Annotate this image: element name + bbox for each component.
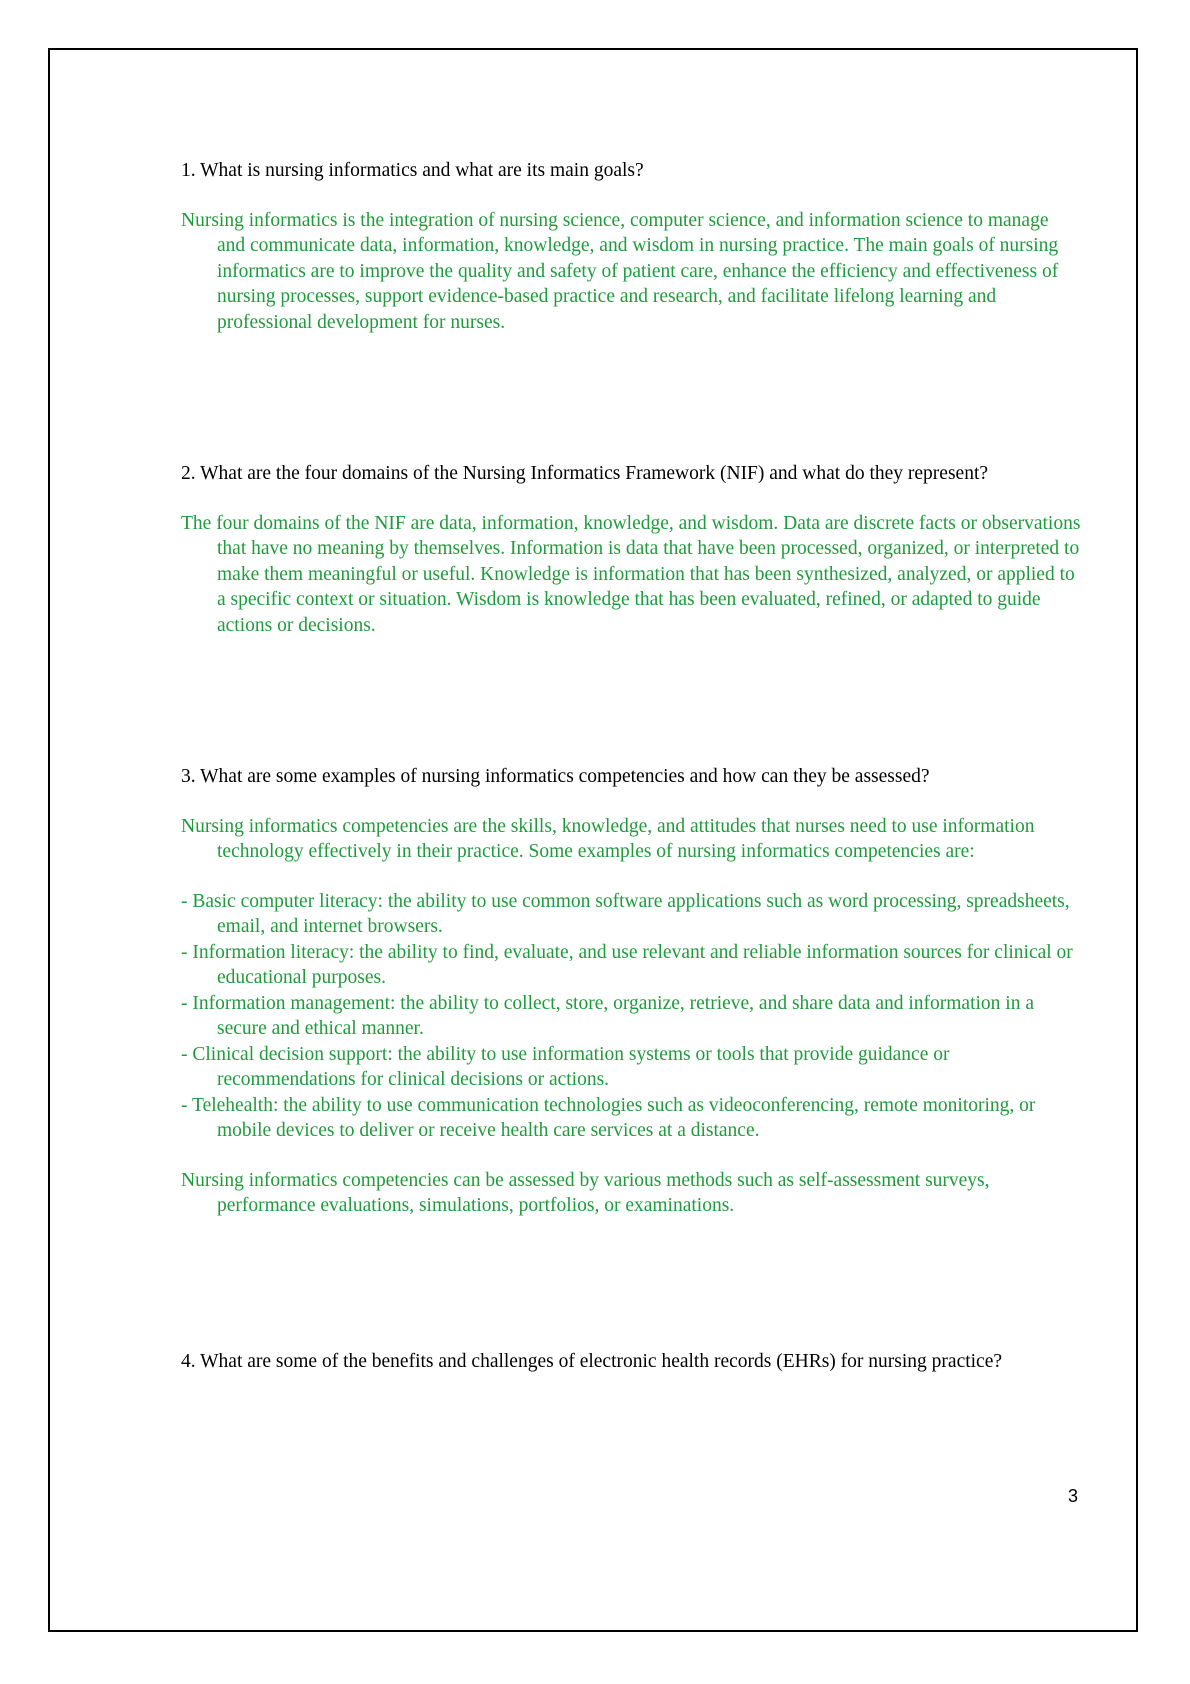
list-item: - Telehealth: the ability to use communication technologies such as videoconferencing, remote monitoring, or mobile devices to deliver or receive health care services at a distance. [181,1094,1036,1141]
section-4 [181,1349,1081,1375]
page-number: 3 [1068,1486,1079,1506]
list-item: - Basic computer literacy: the ability to use common software applications such as word processing, spreadsheets, email, and internet browsers. [181,890,1070,937]
list-item: - Information literacy: the ability to find, evaluate, and use relevant and reliable information sources for clinical or educational purposes. [181,941,1073,988]
answer-1: Nursing informatics is the integration of nursing science, computer science, and information science to manage and communicate data, information, knowledge, and wisdom in nursing practice. The main goals of nursing informatics are to improve the quality and safety of patient care, enhance the efficiency and effectiveness of nursing processes, support evidence-based practice and research, and facilitate lifelong learning and professional development for nurses. [181,209,1059,333]
list-item: - Clinical decision support: the ability to use information systems or tools that provide guidance or recommendations for clinical decisions or actions. [181,1043,950,1090]
answer-3: Nursing informatics competencies are the skills, knowledge, and attitudes that nurses need to use information technology effectively in their practice. Some examples of nursing informatics competencies are: [181,815,1035,862]
document-body [181,158,1081,1374]
question-3: 3. What are some examples of nursing informatics competencies and how can they be assessed? [181,766,930,787]
question-4: 4. What are some of the benefits and challenges of electronic health records (EHRs) for nursing practice? [181,1350,1003,1372]
section-2 [181,461,1081,638]
answer-3-closing: Nursing informatics competencies can be assessed by various methods such as self-assessment surveys, performance evaluations, simulations, portfolios, or examinations. [181,1169,990,1216]
question-2: 2. What are the four domains of the Nursing Informatics Framework (NIF) and what do they represent? [181,463,989,484]
question-1: 1. What is nursing informatics and what are its main goals? [181,160,644,181]
section-3 [181,764,1081,1219]
competency-list [181,889,1081,1144]
answer-2: The four domains of the NIF are data, information, knowledge, and wisdom. Data are discrete facts or observations that have no meaning by themselves. Information is data that have been processed, organized, or interpreted to make them meaningful or useful. Knowledge is information that has been synthesized, analyzed, or applied to a specific context or situation. Wisdom is knowledge that has been evaluated, refined, or adapted to guide actions or decisions. [181,512,1081,636]
section-1 [181,158,1081,335]
list-item: - Information management: the ability to collect, store, organize, retrieve, and share data and information in a secure and ethical manner. [181,992,1034,1039]
